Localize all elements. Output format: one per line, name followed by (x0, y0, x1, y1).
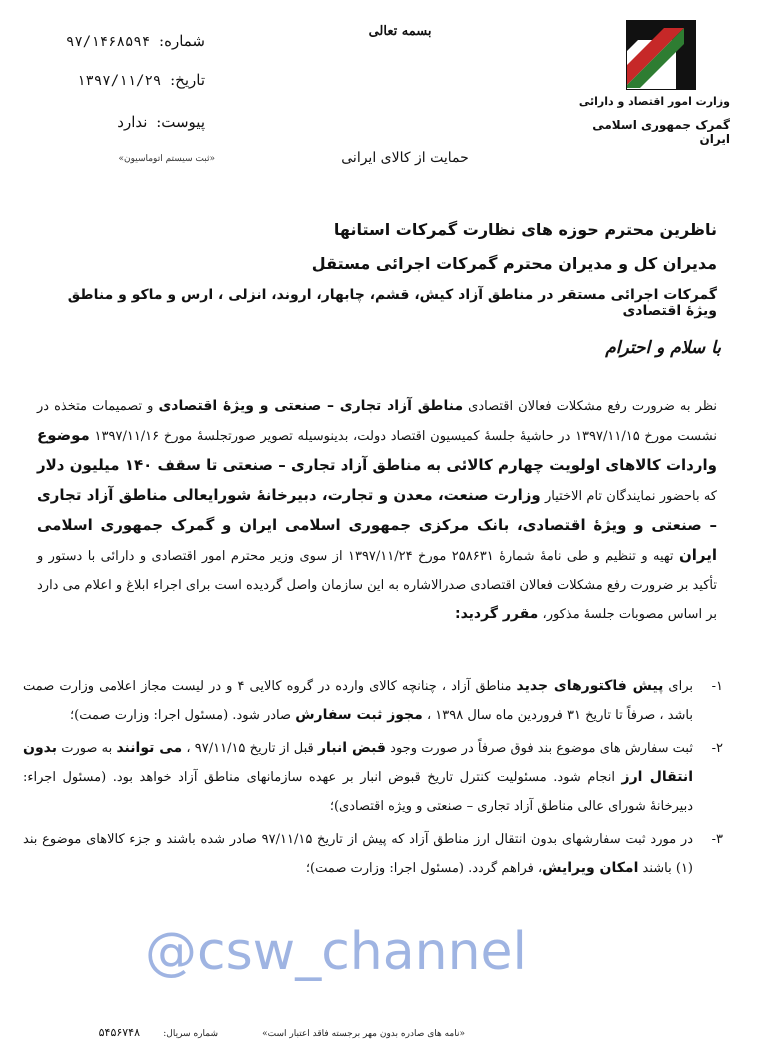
list-item-bold: می توانند (116, 740, 183, 756)
list-item-text: ثبت سفارش های موضوع بند فوق صرفاً در صورت وجود (385, 741, 693, 756)
body-bold-run: مقرر گردید: (454, 606, 539, 622)
bismillah-heading: بسمه تعالی (368, 24, 432, 39)
letter-attachment (45, 113, 205, 131)
ministry-name: وزارت امور اقتصاد و دارائی (578, 95, 730, 108)
list-item-text: قبل از تاریخ ۹۷/۱۱/۱۵ ، (182, 741, 318, 756)
body-text-run: نظر به ضرورت رفع مشکلات فعالان اقتصادی (463, 399, 717, 414)
list-item-bold: امکان ویرایش (542, 860, 639, 876)
addressee-line: گمرکات اجرائی مستقر در مناطق آزاد کیش، قشم، چابهار، اروند، انزلی ، ارس و ماکو و مناطق ویژهٔ اقتصادی (67, 287, 717, 319)
list-item-text: انجام شود. مسئولیت کنترل تاریخ قبوض انبار بر عهده سازمانهای مناطق آزاد خواهد بود. (مسئول اجراء: دبیرخانهٔ شورای عالی مناطق آزاد تجاری – صنعتی و ویژه اقتصادی)؛ (23, 770, 693, 814)
list-item-text: مناطق آزاد ، چنانچه کالای وارده در گروه کالایی ۴ و در لیست مجاز اعلامی وزارت صمت باشد ، صرفاً تا تاریخ ۳۱ فروردین ماه سال ۱۳۹۸ ، (23, 679, 693, 723)
list-item-bold: مجوز ثبت سفارش (295, 707, 423, 723)
footer-validity-note: «نامه های صادره بدون مهر برجسته فاقد اعتبار است» (262, 1029, 465, 1039)
serial-number-label: شماره سریال: (163, 1029, 218, 1039)
body-paragraph (37, 392, 717, 629)
serial-number-value: ۵۴۵۶۷۴۸ (98, 1026, 140, 1039)
letter-attachment-value: ندارد (117, 113, 148, 131)
list-item (23, 672, 723, 730)
list-item (23, 825, 723, 883)
customs-logo-icon (626, 20, 696, 90)
list-item-text: به صورت (57, 741, 117, 756)
list-item-bold: قبض انبار (317, 740, 386, 756)
letter-number-value: ۹۷/۱۴۶۸۵۹۴ (65, 34, 151, 50)
body-text-run: و تصمیمات متخذه در نشست مورخ ۱۳۹۷/۱۱/۱۵ در حاشیهٔ جلسهٔ کمیسیون اقتصاد دولت، بدینوسیله تصویر صورتجلسهٔ مورخ ۱۳۹۷/۱۱/۱۶ (37, 399, 717, 444)
list-item-bold: پیش فاکتورهای جدید (516, 678, 664, 694)
list-item-text: ، فراهم گردد. (مسئول اجرا: وزارت صمت)؛ (305, 861, 543, 876)
addressee-line: ناظرین محترم حوزه های نظارت گمرکات استانها (333, 220, 717, 239)
letter-number (45, 32, 205, 50)
list-item (23, 734, 723, 821)
letter-attachment-label: پیوست: (156, 113, 205, 131)
greeting: با سلام و احترام (605, 338, 721, 358)
list-item-number: ۱- (711, 679, 723, 694)
organization-name: گمرک جمهوری اسلامی ایران (592, 118, 730, 146)
letter-date (45, 71, 205, 89)
letter-date-value: ۱۳۹۷/۱۱/۲۹ (77, 73, 162, 89)
list-item-bold: بدون انتقال ارز (23, 740, 693, 785)
body-text-run: تهیه و تنظیم و طی نامهٔ شمارهٔ ۲۵۸۶۳۱ مورخ ۱۳۹۷/۱۱/۲۴ از سوی وزیر محترم امور اقتصادی و دارائی با دستور و تأکید بر ضرورت رفع مشکلات فعالان اقتصادی صدرالاشاره به این سازمان واصل گردیده است برای اجراء ابلاغ و اعلام می دارد بر اساس مصوبات جلسهٔ مذکور، (37, 549, 717, 622)
list-item-text: صادر شود. (مسئول اجرا: وزارت صمت)؛ (70, 708, 296, 723)
letter-date-label: تاریخ: (170, 71, 205, 89)
automation-registration-note: «ثبت سیستم اتوماسیون» (118, 154, 215, 164)
list-item-text: در مورد ثبت سفارشهای بدون انتقال ارز مناطق آزاد که پیش از تاریخ ۹۷/۱۱/۱۵ صادر شده باشند و جزء کالاهای موضوع بند (۱) باشند (23, 832, 693, 876)
channel-watermark: @csw_channel (145, 922, 527, 982)
body-text-run: که باحضور نمایندگان تام الاختیار (540, 489, 717, 504)
support-slogan: حمایت از کالای ایرانی (341, 150, 469, 166)
resolution-list (23, 672, 723, 887)
list-item-text: برای (663, 679, 693, 694)
addressee-line: مدیران کل و مدیران محترم گمرکات اجرائی مستقل (311, 254, 717, 273)
body-bold-run: موضوع واردات کالاهای اولویت چهارم کالائی به مناطق آزاد تجاری – صنعتی تا سقف ۱۴۰ میلیون دلار (37, 426, 717, 474)
letter-number-label: شماره: (159, 32, 205, 50)
body-bold-run: مناطق آزاد تجاری – صنعتی و ویژهٔ اقتصادی (158, 398, 464, 414)
body-bold-run: وزارت صنعت، معدن و تجارت، دبیرخانهٔ شورایعالی مناطق آزاد تجاری – صنعتی و ویژهٔ اقتصادی، بانک مرکزی جمهوری اسلامی ایران و گمرک جمهوری اسلامی ایران (37, 486, 717, 564)
list-item-number: ۳- (711, 832, 723, 847)
list-item-number: ۲- (711, 741, 723, 756)
